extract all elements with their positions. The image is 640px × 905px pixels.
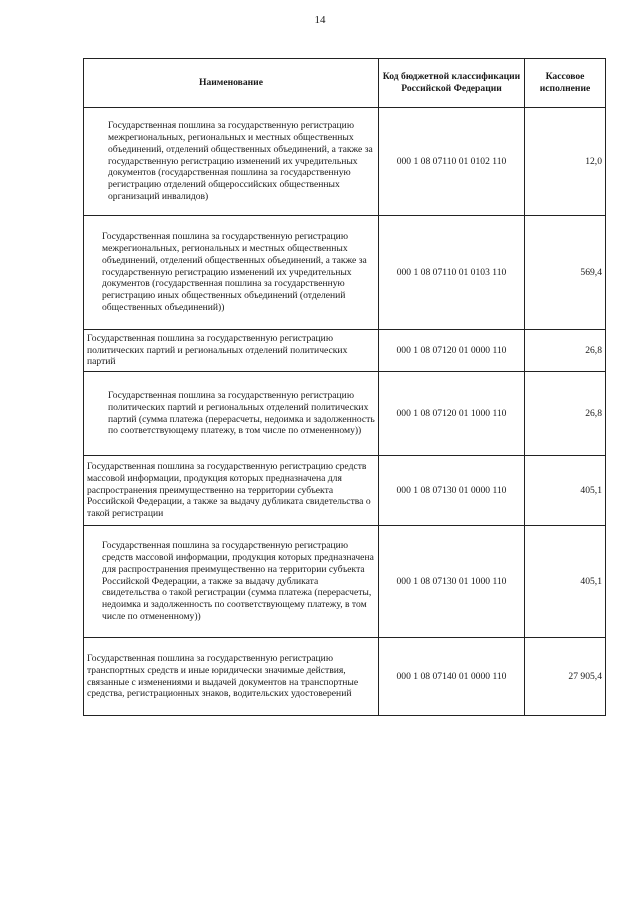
table-row [84,638,606,716]
header-name: Наименование [84,59,379,108]
row-amount: 12,0 [525,108,606,216]
row-amount: 26,8 [525,330,606,372]
header-code: Код бюджетной классификации Российской Федерации [379,59,525,108]
header-amount: Кассовое исполнение [525,59,606,108]
row-name: Государственная пошлина за государственную регистрацию межрегиональных, региональных и местных общественных объединений, отделений общественных объединений, а также за государственную регистрацию изменений их учредительных документов (государственная пошлина за государственную регистрацию иных общественных объединений (отделений общественных объединений)) [84,216,379,330]
row-name: Государственная пошлина за государственную регистрацию межрегиональных, региональных и местных общественных объединений, отделений общественных объединений, а также за государственную регистрацию изменений их учредительных документов (государственная пошлина за государственную регистрацию отделений общероссийских общественных организаций инвалидов) [84,108,379,216]
table-header-row [84,59,606,108]
table-row [84,330,606,372]
row-code: 000 1 08 07120 01 1000 110 [379,372,525,456]
row-name: Государственная пошлина за государственную регистрацию средств массовой информации, продукция которых предназначена для распространения преимущественно на территории субъекта Российской Федерации, а также за выдачу дубликата свидетельства о такой регистрации [84,456,379,526]
row-code: 000 1 08 07130 01 1000 110 [379,526,525,638]
row-code: 000 1 08 07130 01 0000 110 [379,456,525,526]
row-name: Государственная пошлина за государственную регистрацию транспортных средств и иные юридически значимые действия, связанные с изменениями и выдачей документов на транспортные средства, регистрационных знаков, водительских удостоверений [84,638,379,716]
row-code: 000 1 08 07140 01 0000 110 [379,638,525,716]
row-code: 000 1 08 07110 01 0103 110 [379,216,525,330]
row-amount: 27 905,4 [525,638,606,716]
row-name: Государственная пошлина за государственную регистрацию средств массовой информации, продукция которых предназначена для распространения преимущественно на территории субъекта Российской Федерации, а также за выдачу дубликата свидетельства о такой регистрации (сумма платежа (перерасчеты, недоимка и задолженность по соответствующему платежу, в том числе по отмененному)) [84,526,379,638]
row-name: Государственная пошлина за государственную регистрацию политических партий и региональных отделений политических партий (сумма платежа (перерасчеты, недоимка и задолженность по соответствующему платежу, в том числе по отмененному)) [84,372,379,456]
table-row [84,456,606,526]
row-name: Государственная пошлина за государственную регистрацию политических партий и региональных отделений политических партий [84,330,379,372]
row-amount: 26,8 [525,372,606,456]
row-code: 000 1 08 07120 01 0000 110 [379,330,525,372]
table-row [84,526,606,638]
budget-execution-table [83,58,606,716]
table-row [84,372,606,456]
table-row [84,216,606,330]
row-amount: 405,1 [525,456,606,526]
row-amount: 569,4 [525,216,606,330]
row-code: 000 1 08 07110 01 0102 110 [379,108,525,216]
row-amount: 405,1 [525,526,606,638]
page-number: 14 [314,14,326,26]
table-row [84,108,606,216]
